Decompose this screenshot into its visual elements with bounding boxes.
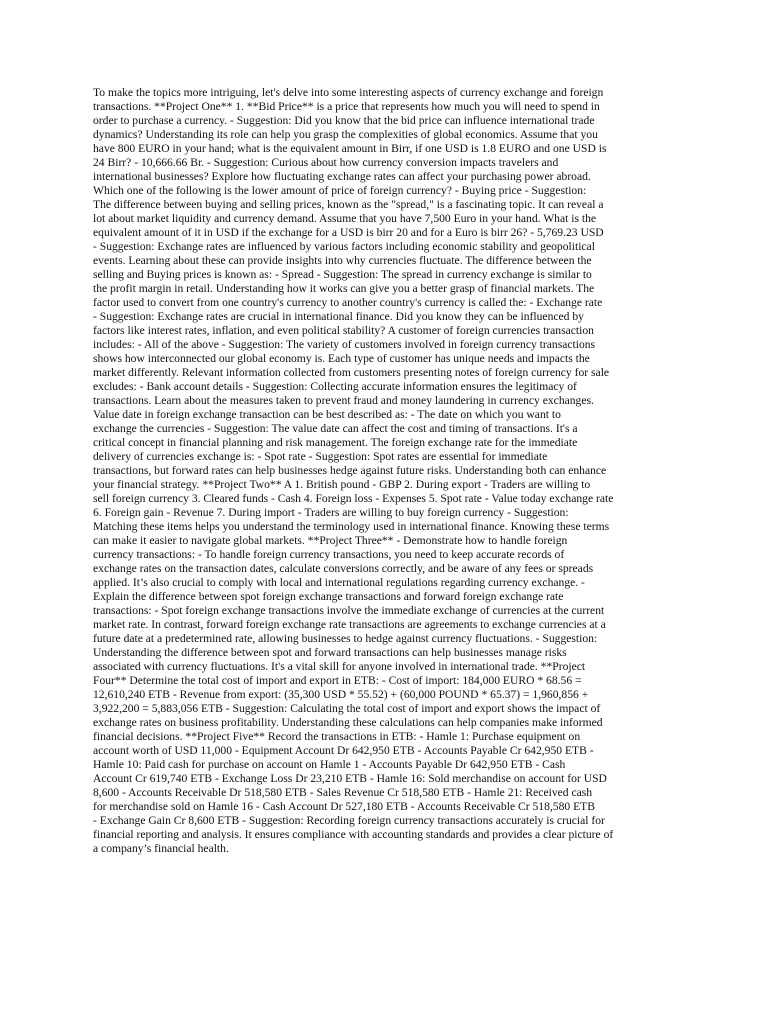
body-text: To make the topics more intriguing, let's delve into some interesting aspects of currency exchange and foreign transactions. **Project One** 1. **Bid Price** is a price that represents how much you will need to spend in order to purchase a currency. - Suggestion: Did you know that the bid price can influence international trade dynamics? Understanding its role can help you grasp the complexities of global economics. Assume that you have 800 EURO in your hand; what is the equivalent amount in Birr, if one USD is 1.8 EURO and one USD is 24 Birr? - 10,666.66 Br. - Suggestion: Curious about how currency conversion impacts travelers and international businesses? Explore how fluctuating exchange rates can affect your purchasing power abroad. Which one of the following is the lower amount of price of foreign currency? - Buying price - Suggestion: The difference between buying and selling prices, known as the "spread," is a fascinating topic. It can reveal a lot about market liquidity and currency demand. Assume that you have 7,500 Euro in your hand. What is the equivalent amount of it in USD if the exchange for a USD is birr 20 and for a Euro is birr 26? - 5,769.23 USD - Suggestion: Exchange rates are influenced by various factors including economic stability and geopolitical events. Learning about these can provide insights into why currencies fluctuate. The difference between the selling and Buying prices is known as: - Spread - Suggestion: The spread in currency exchange is similar to the profit margin in retail. Understanding how it works can give you a better grasp of financial markets. The factor used to convert from one country's currency to another country's currency is called the: - Exchange rate - Suggestion: Exchange rates are crucial in international finance. Did you know they can be influenced by factors like interest rates, inflation, and even political stability? A customer of foreign currencies transaction includes: - All of the above - Suggestion: The variety of customers involved in foreign currency transactions shows how interconnected our global economy is. Each type of customer has unique needs and impacts the market differently. Relevant information collected from customers presenting notes of foreign currency for sale excludes: - Bank account details - Suggestion: Collecting accurate information ensures the legitimacy of transactions. Learn about the measures taken to prevent fraud and money laundering in currency exchanges. Value date in foreign exchange transaction can be best described as: - The date on which you want to exchange the currencies - Suggestion: The value date can affect the cost and timing of transactions. It's a critical concept in financial planning and risk management. The foreign exchange rate for the immediate delivery of currencies exchange is: - Spot rate - Suggestion: Spot rates are essential for immediate transactions, but forward rates can help businesses hedge against future risks. Understanding both can enhance your financial strategy. **Project Two** A 1. British pound - GBP 2. During export - Traders are willing to sell foreign currency 3. Cleared funds - Cash 4. Foreign loss - Expenses 5. Spot rate - Value today exchange rate 6. Foreign gain - Revenue 7. During import - Traders are willing to buy foreign currency - Suggestion: Matching these items helps you understand the terminology used in international finance. Knowing these terms can make it easier to navigate global markets. **Project Three** - Demonstrate how to handle foreign currency transactions: - To handle foreign currency transactions, you need to keep accurate records of exchange rates on the transaction dates, calculate conversions correctly, and be aware of any fees or spreads applied. It’s also crucial to comply with local and international regulations regarding currency exchange. - Explain the difference between spot foreign exchange transactions and forward foreign exchange rate transactions: - Spot foreign exchange transactions involve the immediate exchange of currencies at the current market rate. In contrast, forward foreign exchange rate transactions are agreements to exchange currencies at a future date at a predetermined rate, allowing businesses to hedge against currency fluctuations. - Suggestion: Understanding the difference between spot and forward transactions can help businesses manage risks associated with currency fluctuations. It's a vital skill for anyone involved in international trade. **Project Four** Determine the total cost of import and export in ETB: - Cost of import: 184,000 EURO * 68.56 = 12,610,240 ETB - Revenue from export: (35,300 USD * 55.52) + (60,000 POUND * 65.37) = 1,960,856 + 3,922,200 = 5,883,056 ETB - Suggestion: Calculating the total cost of import and export shows the impact of exchange rates on business profitability. Understanding these calculations can help companies make informed financial decisions. **Project Five** Record the transactions in ETB: - Hamle 1: Purchase equipment on account worth of USD 11,000 - Equipment Account Dr 642,950 ETB - Accounts Payable Cr 642,950 ETB - Hamle 10: Paid cash for purchase on account on Hamle 1 - Accounts Payable Dr 642,950 ETB - Cash Account Cr 619,740 ETB - Exchange Loss Dr 23,210 ETB - Hamle 16: Sold merchandise on account for USD 8,600 - Accounts Receivable Dr 518,580 ETB - Sales Revenue Cr 518,580 ETB - Hamle 21: Received cash for merchandise sold on Hamle 16 - Cash Account Dr 527,180 ETB - Accounts Receivable Cr 518,580 ETB - Exchange Gain Cr 8,600 ETB - Suggestion: Recording foreign currency transactions accurately is crucial for financial reporting and analysis. It ensures compliance with accounting standards and provides a clear picture of a company’s financial health. <box>93 86 614 855</box>
